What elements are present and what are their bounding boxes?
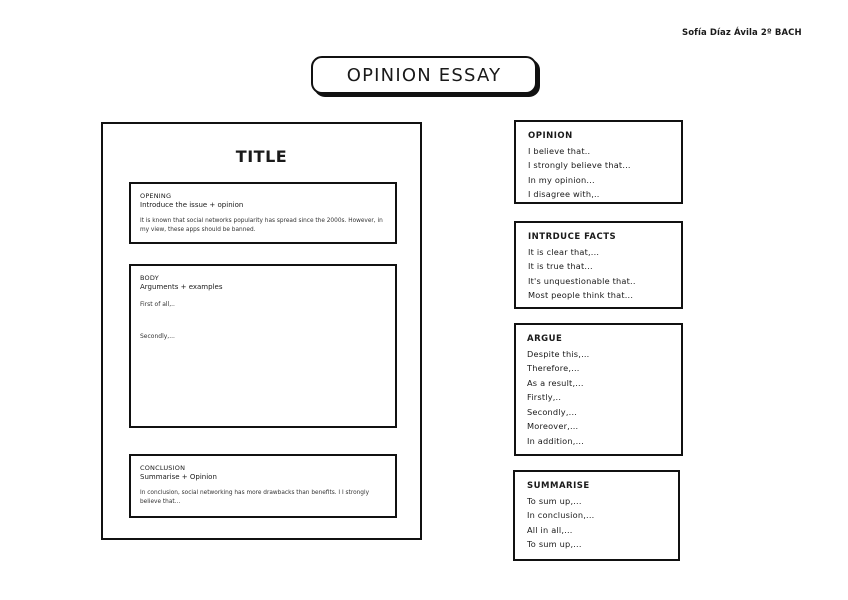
body-line-second: Secondly,... — [140, 333, 175, 341]
essay-title-banner — [311, 56, 537, 94]
phrase-item: To sum up,... — [527, 495, 582, 506]
opening-section — [129, 182, 397, 244]
author-name: Sofía Díaz Ávila 2º BACH — [682, 28, 802, 38]
phrase-item: I strongly believe that... — [528, 160, 631, 170]
phrase-item: It is clear that,... — [528, 246, 600, 257]
conclusion-section — [129, 454, 397, 518]
phrase-item: Despite this,... — [527, 348, 590, 359]
phrase-item: It is true that... — [528, 261, 593, 271]
introduce-facts-title: INTRDUCE FACTS — [528, 232, 617, 242]
phrase-item: It's unquestionable that.. — [528, 275, 636, 286]
phrase-item: In my opinion... — [528, 174, 595, 185]
phrase-item: I believe that.. — [528, 145, 591, 156]
phrase-item: Most people think that... — [528, 290, 634, 300]
summarise-phrases-title: SUMMARISE — [527, 481, 590, 491]
opening-heading: OPENING — [140, 192, 172, 200]
conclusion-subheading: Summarise + Opinion — [140, 472, 217, 481]
argue-phrases-box — [514, 323, 683, 456]
opening-subheading: Introduce the issue + opinion — [140, 200, 244, 209]
opinion-phrases-box — [514, 120, 683, 204]
phrase-item: Therefore,... — [527, 363, 580, 373]
page-title: TITLE — [235, 147, 288, 166]
phrase-item: As a result,... — [527, 377, 584, 388]
essay-page-outline — [101, 122, 422, 540]
conclusion-heading: CONCLUSION — [140, 464, 186, 472]
opening-text: It is known that social networks popularity has spread since the 2000s. However, in my view, these apps should be banned. — [140, 218, 383, 234]
body-subheading: Arguments + examples — [140, 282, 223, 291]
banner-title-text: OPINION ESSAY — [346, 64, 502, 86]
body-line-first: First of all,.. — [140, 301, 175, 309]
summarise-phrases-box — [513, 470, 680, 561]
phrase-item: To sum up,... — [527, 539, 582, 549]
phrase-item: In addition,... — [527, 435, 584, 446]
opinion-phrases-title: OPINION — [528, 131, 573, 141]
phrase-item: Moreover,... — [527, 421, 579, 431]
phrase-item: All in all,... — [527, 524, 573, 535]
phrase-item: Firstly,.. — [527, 392, 562, 402]
phrase-item: Secondly,... — [527, 406, 578, 417]
phrase-item: I disagree with,.. — [528, 189, 600, 199]
argue-phrases-title: ARGUE — [527, 334, 563, 344]
conclusion-text: In conclusion, social networking has more drawbacks than benefits. I I strongly believe that... — [140, 490, 370, 506]
body-section — [129, 264, 397, 428]
phrase-item: In conclusion,... — [527, 510, 595, 520]
body-heading: BODY — [140, 274, 159, 282]
introduce-facts-phrases-box — [514, 221, 683, 309]
